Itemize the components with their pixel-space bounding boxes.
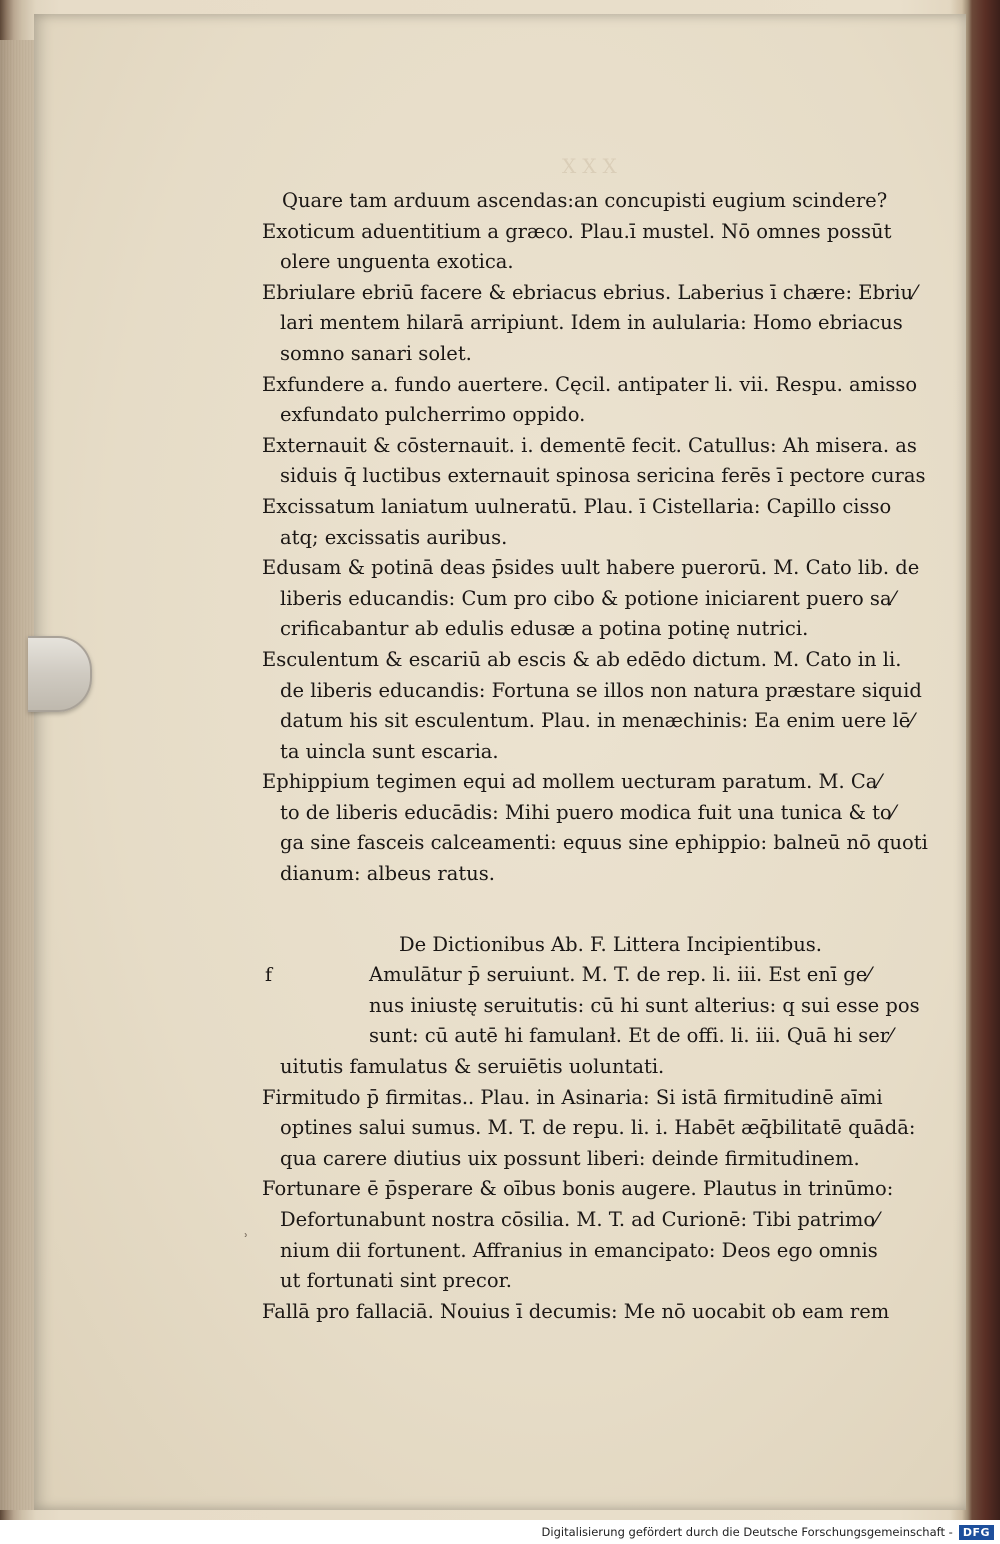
- text-line: ut fortunati sint precor.: [280, 1269, 512, 1293]
- text-line: somno sanari solet.: [280, 341, 472, 365]
- text-line: atq; excissatis auribus.: [280, 525, 508, 549]
- text-line: Externauit & cōsternauit. i. dementē fecit. Catullus: Ah misera. as: [262, 433, 917, 457]
- text-line: Exfundere a. fundo auertere. Cęcil. antipater li. vii. Respu. amisso: [262, 372, 918, 396]
- text-line: crificabantur ab edulis edusæ a potina potinę nutrici.: [280, 617, 809, 641]
- text-line: olere unguenta exotica.: [280, 250, 514, 274]
- page-edges: [0, 40, 34, 1510]
- text-line: Edusam & potinā deas p̄sides uult habere puerorū. M. Cato lib. de: [262, 556, 920, 580]
- text-line: nus iniustę seruitutis: cū hi sunt alterius: q sui esse pos: [369, 993, 920, 1017]
- text-line: ga sine fasceis calceamenti: equus sine ephippio: balneū nō quoti: [280, 831, 928, 855]
- text-line: to de liberis educādis: Mihi puero modica fuit una tunica & to⁄: [280, 800, 895, 824]
- text-line: Defortunabunt nostra cōsilia. M. T. ad Curionē: Tibi patrimo⁄: [280, 1208, 879, 1231]
- text-line: nium dii fortunent. Affranius in emancipato: Deos ego omnis: [280, 1238, 878, 1262]
- folio-number: XXX: [562, 154, 623, 178]
- text-line: siduis q̄ luctibus externauit spinosa sericina ferēs ī pectore curas: [280, 464, 926, 488]
- section-heading: De Dictionibus Ab. F. Littera Incipientibus.: [399, 932, 822, 956]
- text-line: Excissatum laniatum uulneratū. Plau. ī Cistellaria: Capillo cisso: [262, 494, 892, 518]
- section-gap: [262, 890, 872, 930]
- text-line: Fallā pro fallaciā. Nouius ī decumis: Me nō uocabit ob eam rem: [262, 1299, 890, 1323]
- text-line: datum his sit esculentum. Plau. in menæchinis: Ea enim uere lē⁄: [280, 709, 914, 733]
- text-line: Ephippium tegimen equi ad mollem uecturam paratum. M. Ca⁄: [262, 770, 881, 794]
- text-line: optines salui sumus. M. T. de repu. li. i. Habēt æq̄bilitatē quādā:: [280, 1116, 916, 1140]
- page-clip: [28, 636, 92, 712]
- text-line: lari mentem hilarā arripiunt. Idem in aulularia: Homo ebriacus: [280, 311, 903, 335]
- text-line-content: Amulātur p̄ seruiunt. M. T. de rep. li. iii. Est enī ge⁄: [369, 963, 871, 987]
- text-line: Quare tam arduum ascendas:an concupisti eugium scindere?: [282, 189, 888, 212]
- dfg-logo: DFG: [959, 1525, 994, 1540]
- text-line: qua carere diutius uix possunt liberi: deinde firmitudinem.: [280, 1146, 860, 1170]
- initial-letter-guide: f: [265, 964, 273, 987]
- text-block: [262, 186, 928, 1327]
- text-line: Fortunare ē p̄sperare & oībus bonis augere. Plautus in trinūmo:: [262, 1177, 894, 1201]
- footer-credit: Digitalisierung gefördert durch die Deutsche Forschungsgemeinschaft -: [541, 1525, 953, 1539]
- footer-bar: [0, 1520, 1000, 1544]
- text-line: Esculentum & escariū ab escis & ab edēdo dictum. M. Cato in li.: [262, 647, 902, 671]
- text-line: sunt: cū autē hi famulanł. Et de offi. li. iii. Quā hi ser⁄: [369, 1024, 893, 1048]
- text-line: dianum: albeus ratus.: [280, 862, 495, 886]
- text-line: de liberis educandis: Fortuna se illos non natura præstare siquid: [280, 678, 922, 702]
- text-line: uitutis famulatus & seruiētis uoluntati.: [280, 1055, 665, 1079]
- text-line: [262, 960, 872, 991]
- text-line: liberis educandis: Cum pro cibo & potione iniciarent puero sa⁄: [280, 586, 895, 610]
- text-line: Ebriulare ebriū facere & ebriacus ebrius. Laberius ī chære: Ebriu⁄: [262, 280, 917, 304]
- text-line: ta uincla sunt escaria.: [280, 739, 499, 763]
- text-line: exfundato pulcherrimo oppido.: [280, 403, 586, 427]
- margin-mark: ʾ: [244, 1232, 249, 1248]
- text-line: Firmitudo p̄ firmitas.. Plau. in Asinaria: Si istā firmitudinē aīmi: [262, 1085, 883, 1109]
- text-line: Exoticum aduentitium a græco. Plau.ī mustel. Nō omnes possūt: [262, 219, 892, 243]
